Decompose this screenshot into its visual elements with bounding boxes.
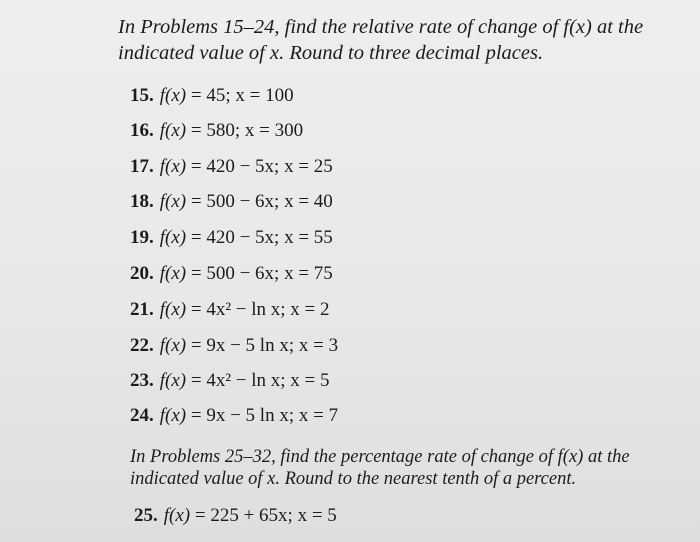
problem-number: 22. [130,335,154,356]
function-expression: = 500 − 6x; x = 75 [186,263,333,284]
problem-21 [130,298,330,322]
problem-24 [130,404,338,428]
problem-number: 24. [130,405,154,426]
problem-23 [130,369,330,393]
problem-number: 16. [130,120,154,141]
problem-25 [134,504,337,528]
function-name: f(x) [159,370,187,391]
problem-number: 20. [130,263,154,284]
instruction-problems-25-32: In Problems 25–32, find the percentage rate of change of f(x) at the indicated value of x. Round to the nearest tenth of a percent. [130,447,630,489]
function-expression: = 420 − 5x; x = 55 [186,227,333,248]
function-expression: = 45; x = 100 [186,85,294,106]
function-name: f(x) [159,120,187,141]
problem-15 [130,84,294,108]
function-name: f(x) [159,263,187,284]
function-expression: = 225 + 65x; x = 5 [190,505,337,526]
problem-18 [130,190,333,214]
instruction-problems-15-24: In Problems 15–24, find the relative rate of change of f(x) at the indicated value of x. Round to three decimal places. [118,16,644,64]
function-expression: = 9x − 5 ln x; x = 7 [186,405,339,426]
problem-20 [130,262,333,286]
page-edge-mark [694,468,700,490]
function-expression: = 4x² − ln x; x = 5 [186,370,330,391]
function-name: f(x) [159,191,187,212]
problem-16 [130,119,303,143]
function-name: f(x) [159,299,187,320]
function-name: f(x) [163,505,191,526]
function-name: f(x) [159,227,187,248]
problem-number: 19. [130,227,154,248]
function-name: f(x) [159,156,187,177]
problem-number: 25. [134,505,158,526]
problem-number: 18. [130,191,154,212]
problem-number: 21. [130,299,154,320]
problem-number: 15. [130,85,154,106]
problem-19 [130,226,333,250]
function-expression: = 500 − 6x; x = 40 [186,191,333,212]
problem-number: 17. [130,156,154,177]
function-name: f(x) [159,335,187,356]
function-expression: = 4x² − ln x; x = 2 [186,299,330,320]
problem-17 [130,155,333,179]
function-expression: = 580; x = 300 [186,120,304,141]
function-expression: = 9x − 5 ln x; x = 3 [186,335,339,356]
problem-number: 23. [130,370,154,391]
problem-22 [130,334,338,358]
function-name: f(x) [159,85,187,106]
function-expression: = 420 − 5x; x = 25 [186,156,333,177]
function-name: f(x) [159,405,187,426]
